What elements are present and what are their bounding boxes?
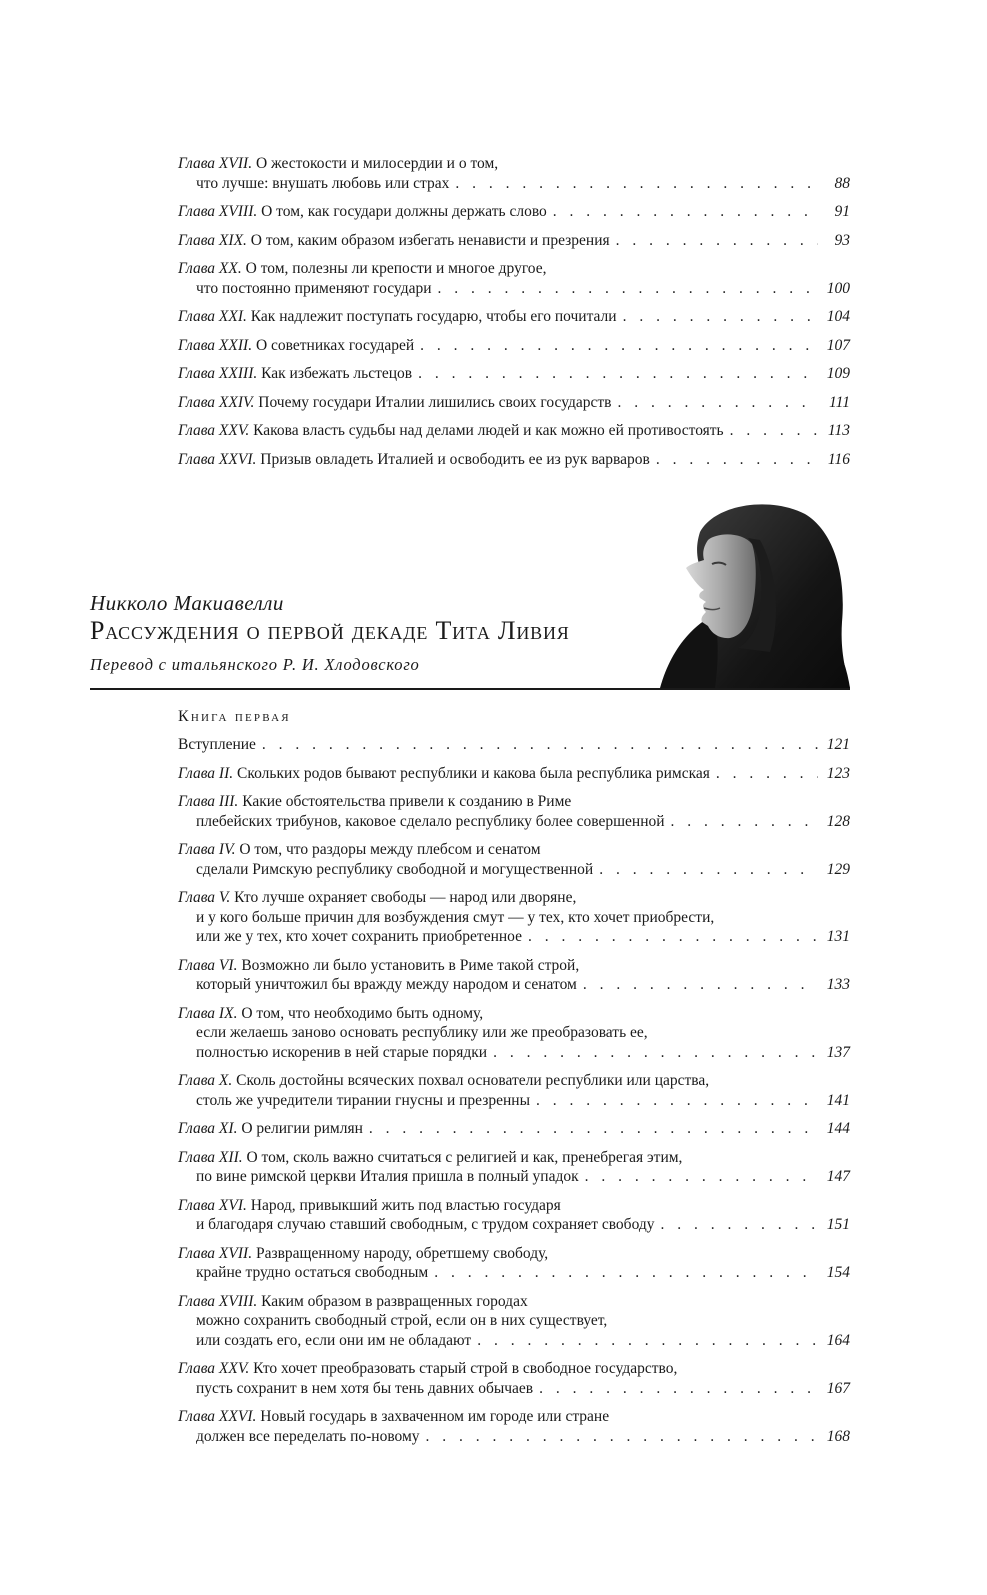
- chapter-title: О религии римлян: [241, 1120, 363, 1137]
- page-number: 128: [826, 812, 850, 830]
- toc-line: [178, 364, 850, 384]
- toc-entry: [178, 450, 850, 470]
- chapter-title: Вступление: [178, 736, 256, 753]
- chapter-title: Каким образом в развращенных городах: [261, 1292, 528, 1310]
- chapter-label: Глава XI.: [178, 1120, 238, 1137]
- chapter-label: Глава XXVI.: [178, 450, 257, 468]
- page-number: 109: [826, 365, 850, 382]
- top-table-of-contents: [178, 154, 850, 478]
- dot-leader: [438, 279, 818, 299]
- toc-line: [178, 908, 850, 928]
- toc-line: [178, 1119, 850, 1139]
- toc-entry: [178, 259, 850, 298]
- toc-entry: [178, 421, 850, 441]
- chapter-title: Скольких родов бывают республики и какова была республика римская: [237, 764, 710, 782]
- toc-entry: [178, 1004, 850, 1063]
- dot-leader: [599, 860, 818, 880]
- dot-leader: [617, 393, 818, 413]
- chapter-title: Новый государь в захваченном им городе или стране: [260, 1408, 610, 1425]
- toc-line: [178, 1167, 850, 1187]
- toc-line: [178, 421, 850, 441]
- toc-entry: [178, 307, 850, 327]
- page-number: 168: [826, 1427, 850, 1445]
- chapter-label: Глава II.: [178, 764, 234, 782]
- page-number: 107: [826, 336, 850, 354]
- translator-credit: Перевод с итальянского Р. И. Хлодовского: [90, 655, 420, 674]
- toc-line: [178, 1359, 850, 1379]
- toc-entry: [178, 1148, 850, 1187]
- toc-entry: [178, 1071, 850, 1110]
- chapter-title: Как избежать льстецов: [261, 365, 413, 382]
- chapter-label: Глава XXV.: [178, 1360, 250, 1377]
- chapter-title: что лучше: внушать любовь или страх: [196, 174, 450, 192]
- toc-line: [178, 1043, 850, 1063]
- chapter-label: Глава VI.: [178, 956, 238, 974]
- toc-line: [178, 812, 850, 832]
- chapter-label: Глава IX.: [178, 1004, 238, 1022]
- toc-line: [178, 764, 850, 784]
- toc-line: [178, 231, 850, 251]
- page-number: 91: [834, 203, 850, 220]
- toc-entry: [178, 364, 850, 384]
- chapter-title: Кто лучше охраняет свободы — народ или дворяне,: [234, 889, 577, 906]
- dot-leader: [369, 1119, 818, 1139]
- chapter-label: Глава XVIII.: [178, 203, 258, 220]
- toc-line: [178, 888, 850, 908]
- chapter-title: или создать его, если они им не обладают: [196, 1331, 472, 1349]
- chapter-title: О том, что раздоры между плебсом и сенатом: [239, 841, 541, 858]
- chapter-title: Призыв овладеть Италией и освободить ее из рук варваров: [260, 450, 650, 468]
- page-number: 111: [829, 393, 850, 411]
- chapter-title: О том, что необходимо быть одному,: [241, 1004, 484, 1022]
- dot-leader: [671, 812, 818, 832]
- page-number: 141: [826, 1091, 850, 1109]
- dot-leader: [418, 364, 818, 384]
- page-number: 100: [826, 279, 850, 297]
- dot-leader: [730, 421, 818, 441]
- chapter-title: Почему государи Италии лишились своих государств: [258, 393, 612, 411]
- chapter-label: Глава XXII.: [178, 336, 253, 354]
- chapter-label: Глава XXV.: [178, 422, 250, 439]
- toc-entry: [178, 1196, 850, 1235]
- chapter-title: Народ, привыкший жить под властью государя: [250, 1196, 561, 1214]
- chapter-title: столь же учредители тирании гнусны и презренны: [196, 1091, 531, 1109]
- toc-line: [178, 279, 850, 299]
- dot-leader: [477, 1331, 818, 1351]
- toc-entry: [178, 792, 850, 831]
- section-heading: Книга первая: [178, 708, 291, 725]
- toc-line: [178, 259, 850, 279]
- page-number: 131: [826, 928, 850, 945]
- toc-entry: [178, 840, 850, 879]
- toc-line: [178, 1004, 850, 1024]
- chapter-title: крайне трудно остаться свободным: [196, 1264, 429, 1281]
- toc-line: [178, 1263, 850, 1283]
- toc-line: [178, 1196, 850, 1216]
- chapter-title: Какие обстоятельства привели к созданию в Риме: [242, 793, 572, 810]
- page-number: 167: [826, 1379, 850, 1397]
- chapter-label: Глава XII.: [178, 1148, 243, 1166]
- chapter-label: Глава XXI.: [178, 308, 247, 325]
- chapter-label: Глава III.: [178, 793, 239, 810]
- toc-line: [178, 792, 850, 812]
- toc-line: [178, 1407, 850, 1427]
- chapter-title: Возможно ли было установить в Риме такой строй,: [241, 956, 580, 974]
- toc-line: [178, 1091, 850, 1111]
- toc-entry: [178, 888, 850, 947]
- toc-line: [178, 860, 850, 880]
- page-number: 123: [826, 764, 850, 782]
- page-number: 144: [826, 1120, 850, 1137]
- toc-line: [178, 202, 850, 222]
- chapter-title: О том, сколь важно считаться с религией и как, пренебрегая этим,: [246, 1148, 683, 1166]
- toc-line: [178, 927, 850, 947]
- chapter-title: полностью искоренив в ней старые порядки: [196, 1043, 488, 1061]
- dot-leader: [661, 1215, 818, 1235]
- chapter-title: и благодаря случаю ставший свободным, с трудом сохраняет свободу: [196, 1216, 655, 1233]
- toc-line: [178, 1148, 850, 1168]
- chapter-title: пусть сохранит в нем хотя бы тень давних обычаев: [196, 1379, 534, 1397]
- toc-entry: [178, 1292, 850, 1351]
- dot-leader: [616, 231, 818, 251]
- portrait-image: [660, 502, 850, 688]
- toc-line: [178, 1244, 850, 1264]
- chapter-label: Глава IV.: [178, 841, 236, 858]
- author-name: Никколо Макиавелли: [90, 591, 284, 615]
- toc-line: [178, 1331, 850, 1351]
- toc-entry: [178, 1407, 850, 1446]
- chapter-title: и у кого больше причин для возбуждения смут — у тех, кто хочет приобрести,: [196, 908, 715, 926]
- chapter-label: Глава XX.: [178, 260, 242, 277]
- toc-line: [178, 450, 850, 470]
- chapter-title: О том, полезны ли крепости и многое другое,: [245, 260, 547, 277]
- toc-entry: [178, 1244, 850, 1283]
- dot-leader: [420, 336, 818, 356]
- section-divider: [90, 688, 850, 690]
- chapter-label: Глава XXIII.: [178, 365, 258, 382]
- chapter-label: Глава V.: [178, 889, 231, 906]
- toc-entry: [178, 202, 850, 222]
- page-number: 88: [834, 174, 850, 192]
- toc-entry: [178, 956, 850, 995]
- dot-leader: [536, 1091, 818, 1111]
- dot-leader: [528, 927, 818, 947]
- toc-line: [178, 1292, 850, 1312]
- chapter-title: или же у тех, кто хочет сохранить приобретенное: [196, 928, 522, 945]
- dot-leader: [583, 975, 818, 995]
- chapter-title: должен все переделать по-новому: [196, 1427, 420, 1445]
- dot-leader: [262, 735, 818, 755]
- toc-line: [178, 1311, 850, 1331]
- toc-line: [178, 174, 850, 194]
- page-number: 137: [826, 1043, 850, 1061]
- toc-entry: [178, 231, 850, 251]
- chapter-label: Глава XVIII.: [178, 1292, 258, 1310]
- toc-entry: [178, 154, 850, 193]
- toc-entry: [178, 735, 850, 755]
- page-number: 113: [827, 422, 850, 439]
- toc-line: [178, 336, 850, 356]
- chapter-title: можно сохранить свободный строй, если он в них существует,: [196, 1312, 608, 1329]
- dot-leader: [716, 764, 818, 784]
- page-number: 151: [826, 1216, 850, 1233]
- toc-line: [178, 393, 850, 413]
- page-number: 154: [826, 1264, 850, 1281]
- chapter-title: О советниках государей: [255, 336, 415, 354]
- chapter-label: Глава XVII.: [178, 155, 253, 172]
- toc-entry: [178, 336, 850, 356]
- dot-leader: [426, 1427, 818, 1447]
- chapter-title: О том, как государи должны держать слово: [261, 203, 547, 220]
- book-title: Рассуждения о первой декаде Тита Ливия: [90, 616, 570, 645]
- toc-entry: [178, 1119, 850, 1139]
- toc-line: [178, 1215, 850, 1235]
- toc-entry: [178, 1359, 850, 1398]
- toc-entry: [178, 764, 850, 784]
- chapter-title: сделали Римскую республику свободной и могущественной: [196, 860, 594, 878]
- bottom-table-of-contents: [178, 735, 850, 1455]
- toc-line: [178, 1023, 850, 1043]
- chapter-label: Глава XVI.: [178, 1196, 247, 1214]
- page-number: 104: [826, 308, 850, 325]
- chapter-title: Как надлежит поступать государю, чтобы его почитали: [250, 308, 617, 325]
- chapter-title: что постоянно применяют государи: [196, 279, 432, 297]
- chapter-label: Глава XXIV.: [178, 393, 255, 411]
- toc-line: [178, 735, 850, 755]
- chapter-label: Глава XXVI.: [178, 1408, 257, 1425]
- chapter-label: Глава XVII.: [178, 1244, 253, 1262]
- chapter-title: О том, каким образом избегать ненависти и презрения: [250, 231, 610, 249]
- chapter-title: Какова власть судьбы над делами людей и как можно ей противостоять: [253, 422, 724, 439]
- page-number: 93: [834, 231, 850, 249]
- chapter-title: Сколь достойны всяческих похвал основатели республики или царства,: [236, 1072, 710, 1089]
- chapter-title: О жестокости и милосердии и о том,: [255, 155, 499, 172]
- toc-line: [178, 1071, 850, 1091]
- chapter-label: Глава X.: [178, 1072, 233, 1089]
- toc-line: [178, 840, 850, 860]
- dot-leader: [623, 307, 818, 327]
- dot-leader: [434, 1263, 818, 1283]
- page-number: 129: [826, 860, 850, 878]
- toc-line: [178, 1379, 850, 1399]
- page-number: 116: [827, 450, 850, 468]
- chapter-title: если желаешь заново основать республику или же преобразовать ее,: [196, 1024, 648, 1041]
- dot-leader: [656, 450, 818, 470]
- page-number: 133: [826, 976, 850, 993]
- dot-leader: [585, 1167, 818, 1187]
- dot-leader: [493, 1043, 818, 1063]
- dot-leader: [455, 174, 818, 194]
- toc-line: [178, 154, 850, 174]
- chapter-title: Кто хочет преобразовать старый строй в свободное государство,: [253, 1360, 678, 1377]
- chapter-title: плебейских трибунов, каковое сделало республику более совершенной: [196, 812, 665, 830]
- chapter-title: по вине римской церкви Италия пришла в полный упадок: [196, 1168, 579, 1185]
- toc-line: [178, 956, 850, 976]
- page-number: 164: [826, 1331, 850, 1349]
- dot-leader: [553, 202, 818, 222]
- chapter-title: Развращенному народу, обретшему свободу,: [255, 1244, 549, 1262]
- toc-line: [178, 975, 850, 995]
- toc-entry: [178, 393, 850, 413]
- chapter-title: который уничтожил бы вражду между народом и сенатом: [196, 976, 577, 993]
- chapter-label: Глава XIX.: [178, 231, 247, 249]
- dot-leader: [539, 1379, 818, 1399]
- page-number: 147: [826, 1168, 850, 1185]
- page-number: 121: [826, 736, 850, 753]
- toc-line: [178, 307, 850, 327]
- toc-line: [178, 1427, 850, 1447]
